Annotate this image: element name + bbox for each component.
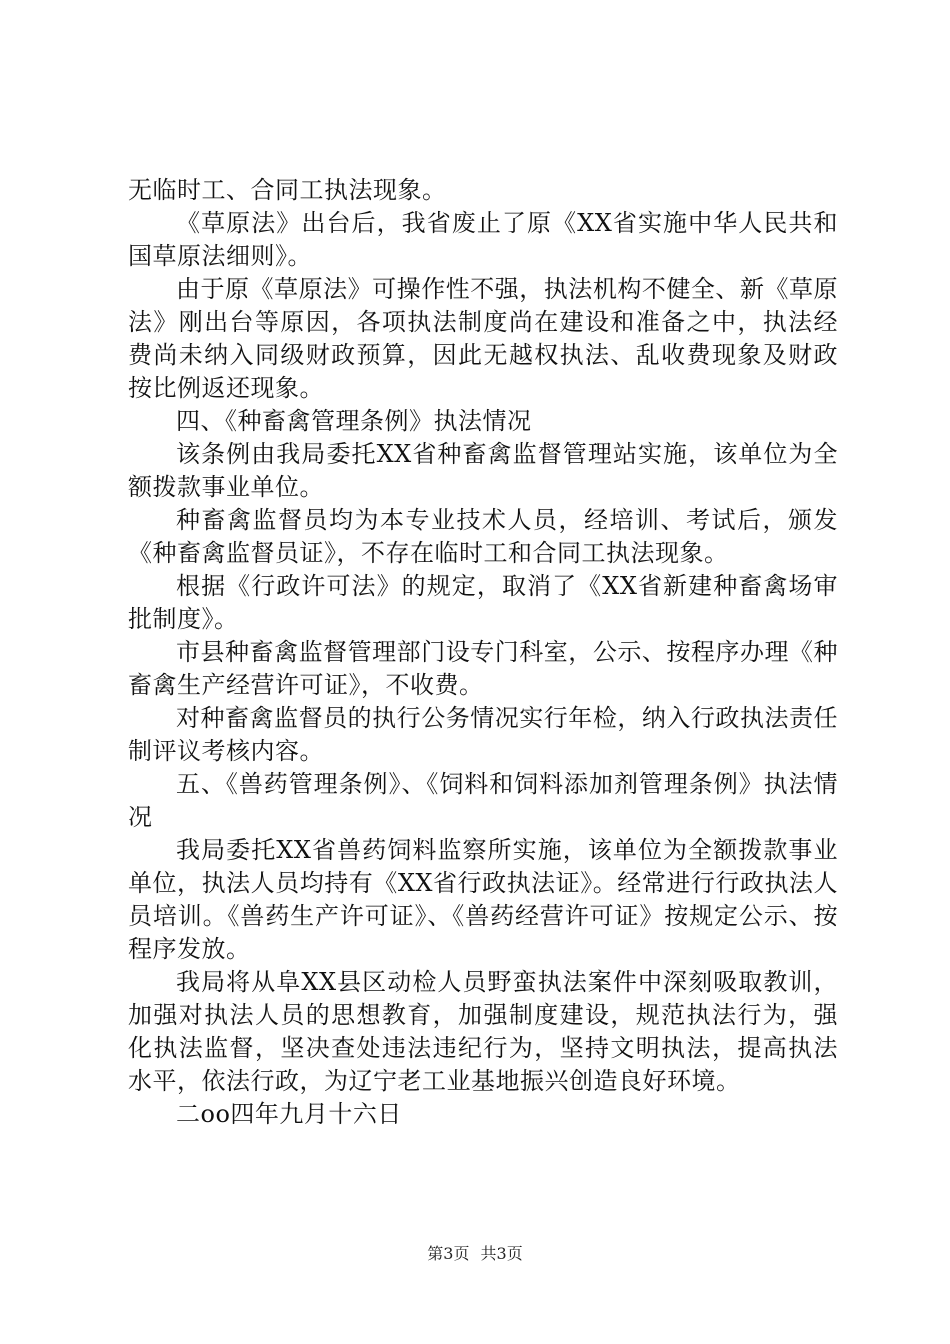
page-number-current: 第3页	[427, 1244, 470, 1263]
document-date: 二oo四年九月十六日	[176, 1100, 402, 1128]
paragraph: 对种畜禽监督员的执行公务情况实行年检，纳入行政执法责任制评议考核内容。	[128, 704, 838, 765]
paragraph: 种畜禽监督员均为本专业技术人员，经培训、考试后，颁发《种畜禽监督员证》，不存在临时工和合同工执法现象。	[128, 506, 838, 567]
paragraph: 我局将从阜XX县区动检人员野蛮执法案件中深刻吸取教训，加强对执法人员的思想教育，加强制度建设，规范执法行为，强化执法监督，坚决查处违法违纪行为，坚持文明执法，提高执法水平，依法行政，为辽宁老工业基地振兴创造良好环境。	[128, 968, 838, 1095]
paragraph: 市县种畜禽监督管理部门设专门科室，公示、按程序办理《种畜禽生产经营许可证》，不收费。	[128, 638, 838, 699]
paragraph: 根据《行政许可法》的规定，取消了《XX省新建种畜禽场审批制度》。	[128, 572, 838, 633]
page-number-total: 共3页	[480, 1244, 523, 1263]
section-heading: 四、《种畜禽管理条例》执法情况	[176, 407, 532, 435]
paragraph: 《草原法》出台后，我省废止了原《XX省实施中华人民共和国草原法细则》。	[128, 209, 838, 270]
paragraph: 由于原《草原法》可操作性不强，执法机构不健全、新《草原法》刚出台等原因，各项执法制度尚在建设和准备之中，执法经费尚未纳入同级财政预算，因此无越权执法、乱收费现象及财政按比例返还现象。	[128, 275, 838, 402]
paragraph: 该条例由我局委托XX省种畜禽监督管理站实施，该单位为全额拨款事业单位。	[128, 440, 838, 501]
paragraph: 我局委托XX省兽药饲料监察所实施，该单位为全额拨款事业单位，执法人员均持有《XX省行政执法证》。经常进行行政执法人员培训。《兽药生产许可证》、《兽药经营许可证》按规定公示、按程序发放。	[128, 836, 838, 963]
document-body	[128, 174, 838, 1131]
paragraph-continuation: 无临时工、合同工执法现象。	[128, 176, 447, 204]
section-heading: 五、《兽药管理条例》、《饲料和饲料添加剂管理条例》执法情况	[128, 770, 838, 831]
page-footer	[0, 1244, 950, 1264]
